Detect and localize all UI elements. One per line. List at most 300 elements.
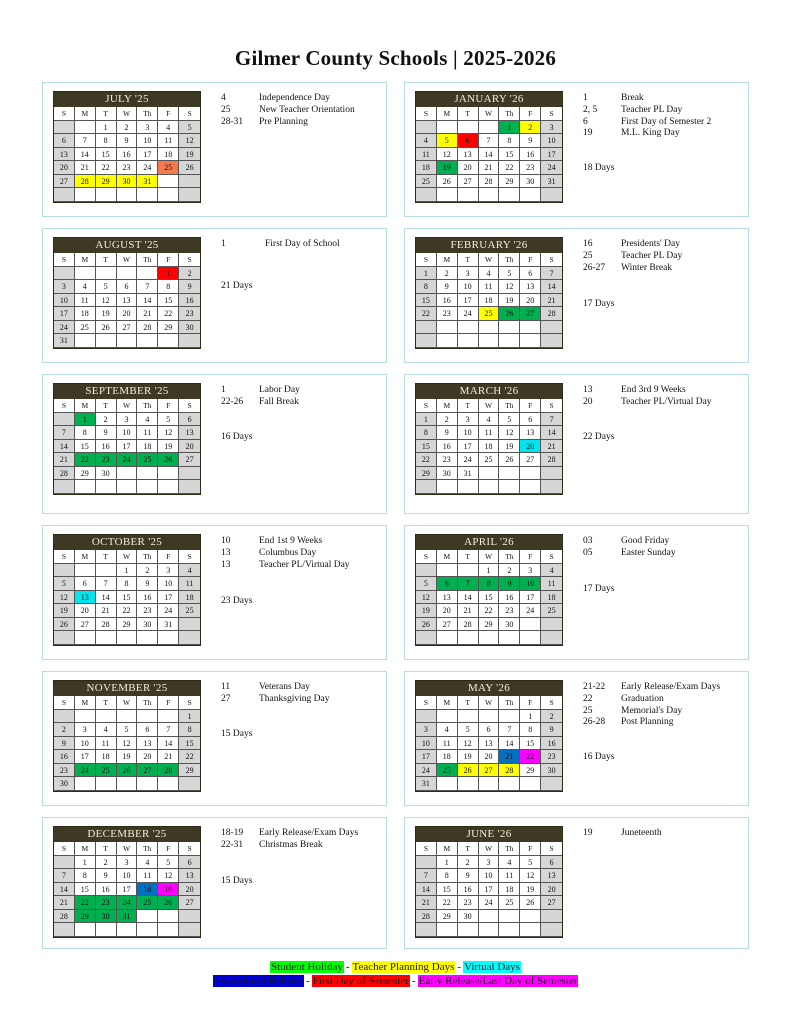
empty-cell [479,777,500,791]
day-cell: 25 [479,453,500,467]
days-count: 23 Days [221,596,253,606]
empty-cell [96,334,117,348]
day-cell: 28 [479,175,500,189]
weekday-header: Th [499,253,520,267]
month-grid [416,107,562,202]
weekday-header: T [458,399,479,413]
event-item [583,548,748,560]
day-cell: 6 [520,267,541,281]
empty-cell [499,480,520,494]
event-item [221,385,386,397]
weekday-header: S [416,399,437,413]
day-cell: 20 [479,750,500,764]
day-cell: 7 [54,426,75,440]
weekday-header: W [117,399,138,413]
day-cell: 22 [416,307,437,321]
day-cell: 5 [117,723,138,737]
empty-cell [541,777,562,791]
days-count: 18 Days [583,163,615,173]
weekday-header: F [520,550,541,564]
empty-cell [179,910,200,924]
empty-cell [520,321,541,335]
legend-separator: - [457,961,462,973]
day-cell: 11 [416,148,437,162]
event-date: 13 [583,385,593,395]
day-cell: 15 [158,294,179,308]
day-cell: 23 [437,453,458,467]
day-cell: 22 [75,453,96,467]
day-cell: 2 [96,856,117,870]
day-cell: 4 [137,856,158,870]
day-cell: 17 [117,440,138,454]
weekday-header: S [179,107,200,121]
day-cell: 8 [479,577,500,591]
day-cell: 9 [437,280,458,294]
empty-cell [75,334,96,348]
day-cell: 11 [479,426,500,440]
empty-cell [479,631,500,645]
empty-cell [520,334,541,348]
day-cell: 18 [137,883,158,897]
event-date: 1 [583,93,588,103]
day-cell: 13 [458,148,479,162]
day-cell: 23 [96,896,117,910]
day-cell: 7 [96,577,117,591]
day-cell: 7 [54,869,75,883]
empty-cell [158,480,179,494]
day-cell: 19 [416,604,437,618]
empty-cell [499,910,520,924]
event-item [583,536,748,548]
empty-cell [117,334,138,348]
day-cell: 24 [520,604,541,618]
day-cell: 7 [479,134,500,148]
day-cell: 17 [54,307,75,321]
empty-cell [117,631,138,645]
empty-cell [54,856,75,870]
day-cell: 22 [96,161,117,175]
empty-cell [416,564,437,578]
empty-cell [479,334,500,348]
empty-cell [179,923,200,937]
empty-cell [96,480,117,494]
empty-cell [479,321,500,335]
day-cell: 20 [75,604,96,618]
month-calendar [53,91,201,203]
day-cell: 30 [179,321,200,335]
month-grid [54,399,200,494]
event-name: Independence Day [259,93,330,103]
day-cell: 1 [499,121,520,135]
month-grid [416,399,562,494]
weekday-header: W [479,550,500,564]
day-cell: 9 [458,869,479,883]
empty-cell [479,121,500,135]
event-name: Post Planning [621,717,674,728]
empty-cell [96,923,117,937]
day-cell: 27 [137,764,158,778]
event-list [583,239,748,274]
weekday-header: F [520,696,541,710]
event-date: 10 [221,536,231,546]
day-cell: 14 [541,426,562,440]
day-cell: 30 [96,467,117,481]
weekday-header: M [75,399,96,413]
day-cell: 3 [137,121,158,135]
day-cell: 21 [75,161,96,175]
month-title: JUNE '26 [416,827,562,842]
day-cell: 20 [437,604,458,618]
day-cell: 22 [179,750,200,764]
day-cell: 31 [541,175,562,189]
day-cell: 30 [520,175,541,189]
empty-cell [541,334,562,348]
day-cell: 10 [75,737,96,751]
event-item [583,263,748,275]
day-cell: 20 [117,307,138,321]
day-cell: 9 [117,134,138,148]
day-cell: 18 [158,148,179,162]
day-cell: 12 [499,280,520,294]
event-date: 27 [221,693,231,704]
month-title: DECEMBER '25 [54,827,200,842]
event-item [583,128,748,140]
day-cell: 12 [54,591,75,605]
empty-cell [416,480,437,494]
empty-cell [117,467,138,481]
day-cell: 17 [458,294,479,308]
day-cell: 2 [541,710,562,724]
day-cell: 10 [158,577,179,591]
event-name: Teacher PL/Virtual Day [621,396,712,407]
day-cell: 24 [117,896,138,910]
event-item [583,93,748,105]
event-date: 22-31 [221,839,244,850]
day-cell: 14 [96,591,117,605]
page-title: Gilmer County Schools | 2025-2026 [234,46,557,70]
day-cell: 4 [96,723,117,737]
day-cell: 17 [520,591,541,605]
month-grid [416,550,562,645]
day-cell: 25 [479,307,500,321]
legend-separator: - [345,961,350,973]
weekday-header: F [520,253,541,267]
day-cell: 19 [96,307,117,321]
empty-cell [137,710,158,724]
empty-cell [520,631,541,645]
event-name: Columbus Day [259,547,317,558]
weekday-header: F [158,842,179,856]
month-title: JULY '25 [54,92,200,107]
day-cell: 27 [54,175,75,189]
empty-cell [520,923,541,937]
day-cell: 28 [137,321,158,335]
month-title: JANUARY '26 [416,92,562,107]
event-name: First Day of Semester 2 [621,116,712,127]
day-cell: 19 [499,294,520,308]
day-cell: 12 [96,294,117,308]
event-list [583,828,748,840]
day-cell: 2 [458,856,479,870]
day-cell: 11 [541,577,562,591]
weekday-header: T [458,253,479,267]
day-cell: 15 [499,148,520,162]
event-item [583,828,748,840]
weekday-header: T [458,696,479,710]
day-cell: 4 [437,723,458,737]
panel-november [42,671,387,806]
day-cell: 14 [499,737,520,751]
day-cell: 24 [479,896,500,910]
day-cell: 22 [479,604,500,618]
day-cell: 27 [520,453,541,467]
event-name: Thanksgiving Day [259,693,330,704]
day-cell: 26 [499,307,520,321]
day-cell: 5 [520,856,541,870]
day-cell: 21 [54,453,75,467]
day-cell: 13 [117,294,138,308]
event-name: Juneteenth [621,828,662,838]
day-cell: 24 [158,604,179,618]
day-cell: 9 [96,426,117,440]
event-list [221,239,401,251]
weekday-header: Th [499,696,520,710]
event-item [221,694,386,706]
day-cell: 5 [179,121,200,135]
event-name: Labor Day [259,385,300,395]
empty-cell [158,777,179,791]
empty-cell [479,710,500,724]
empty-cell [158,188,179,202]
empty-cell [541,923,562,937]
day-cell: 18 [416,161,437,175]
empty-cell [117,777,138,791]
day-cell: 25 [137,453,158,467]
empty-cell [54,413,75,427]
day-cell: 27 [117,321,138,335]
event-item [583,105,748,117]
day-cell: 2 [437,413,458,427]
day-cell: 3 [479,856,500,870]
day-cell: 10 [137,134,158,148]
empty-cell [179,777,200,791]
empty-cell [416,188,437,202]
day-cell: 7 [137,280,158,294]
day-cell: 6 [520,413,541,427]
event-list [221,828,386,852]
empty-cell [437,121,458,135]
panel-march [404,374,749,514]
panel-october [42,525,387,660]
day-cell: 31 [117,910,138,924]
weekday-header: S [541,253,562,267]
day-cell: 28 [499,764,520,778]
day-cell: 7 [541,267,562,281]
day-cell: 30 [437,467,458,481]
empty-cell [179,467,200,481]
day-cell: 23 [137,604,158,618]
day-cell: 11 [75,294,96,308]
month-title: OCTOBER '25 [54,535,200,550]
day-cell: 19 [117,750,138,764]
day-cell: 16 [437,294,458,308]
empty-cell [96,188,117,202]
empty-cell [520,467,541,481]
day-cell: 28 [75,175,96,189]
empty-cell [499,334,520,348]
day-cell: 7 [499,723,520,737]
day-cell: 10 [416,737,437,751]
weekday-header: Th [137,842,158,856]
month-grid [54,550,200,645]
empty-cell [458,777,479,791]
day-cell: 15 [96,148,117,162]
empty-cell [117,188,138,202]
day-cell: 14 [75,148,96,162]
day-cell: 8 [158,280,179,294]
day-cell: 7 [158,723,179,737]
empty-cell [117,267,138,281]
event-date: 26-27 [583,262,606,273]
empty-cell [75,267,96,281]
day-cell: 1 [479,564,500,578]
event-name: Graduation [621,693,664,704]
day-cell: 3 [520,564,541,578]
event-date: 16 [583,239,593,249]
day-cell: 29 [479,618,500,632]
empty-cell [520,188,541,202]
event-list [221,93,386,128]
empty-cell [54,710,75,724]
month-calendar [53,383,201,495]
legend-item: Early Release/Last Day of Semester [418,975,578,987]
panel-august [42,228,387,363]
weekday-header: W [479,253,500,267]
days-count: 15 Days [221,876,253,886]
day-cell: 3 [541,121,562,135]
weekday-header: S [541,842,562,856]
event-date: 11 [221,682,231,692]
weekday-header: M [437,399,458,413]
day-cell: 11 [96,737,117,751]
day-cell: 29 [437,910,458,924]
empty-cell [541,480,562,494]
day-cell: 31 [458,467,479,481]
weekday-header: T [458,107,479,121]
day-cell: 28 [416,910,437,924]
day-cell: 8 [416,426,437,440]
day-cell: 29 [499,175,520,189]
day-cell: 22 [499,161,520,175]
day-cell: 26 [54,618,75,632]
empty-cell [96,631,117,645]
empty-cell [54,564,75,578]
empty-cell [458,564,479,578]
day-cell: 14 [54,440,75,454]
day-cell: 26 [437,175,458,189]
day-cell: 7 [541,413,562,427]
weekday-header: S [179,696,200,710]
empty-cell [520,480,541,494]
empty-cell [96,267,117,281]
day-cell: 4 [75,280,96,294]
weekday-header: M [437,696,458,710]
day-cell: 2 [54,723,75,737]
day-cell: 10 [520,577,541,591]
weekday-header: T [96,550,117,564]
month-calendar [415,680,563,792]
day-cell: 15 [416,440,437,454]
day-cell: 29 [75,910,96,924]
day-cell: 27 [541,896,562,910]
day-cell: 16 [96,883,117,897]
day-cell: 21 [416,896,437,910]
event-name: Teacher PL/Virtual Day [259,559,350,570]
day-cell: 19 [437,161,458,175]
month-grid [54,107,200,202]
day-cell: 2 [179,267,200,281]
event-name: End 1st 9 Weeks [259,536,323,546]
day-cell: 10 [54,294,75,308]
day-cell: 16 [54,750,75,764]
empty-cell [117,923,138,937]
event-item [221,682,386,694]
empty-cell [437,321,458,335]
day-cell: 18 [75,307,96,321]
days-count: 17 Days [583,299,615,309]
day-cell: 18 [179,591,200,605]
day-cell: 2 [96,413,117,427]
day-cell: 2 [117,121,138,135]
event-name: Presidents' Day [621,239,680,249]
empty-cell [75,777,96,791]
event-item [583,694,748,706]
empty-cell [179,334,200,348]
empty-cell [520,910,541,924]
day-cell: 28 [541,453,562,467]
empty-cell [416,631,437,645]
empty-cell [458,334,479,348]
event-item [583,717,748,729]
empty-cell [96,710,117,724]
day-cell: 20 [458,161,479,175]
day-cell: 13 [179,869,200,883]
day-cell: 16 [458,883,479,897]
day-cell: 26 [416,618,437,632]
legend-line-2 [0,974,791,988]
event-date: 19 [583,128,593,139]
empty-cell [416,856,437,870]
day-cell: 28 [458,618,479,632]
weekday-header: T [96,107,117,121]
day-cell: 3 [158,564,179,578]
day-cell: 14 [416,883,437,897]
event-name: First Day of School [265,239,340,249]
day-cell: 3 [117,413,138,427]
day-cell: 15 [520,737,541,751]
empty-cell [520,777,541,791]
day-cell: 28 [541,307,562,321]
weekday-header: M [437,550,458,564]
day-cell: 1 [416,413,437,427]
day-cell: 17 [75,750,96,764]
day-cell: 24 [458,307,479,321]
day-cell: 24 [54,321,75,335]
day-cell: 21 [479,161,500,175]
weekday-header: F [520,107,541,121]
empty-cell [54,923,75,937]
empty-cell [158,910,179,924]
